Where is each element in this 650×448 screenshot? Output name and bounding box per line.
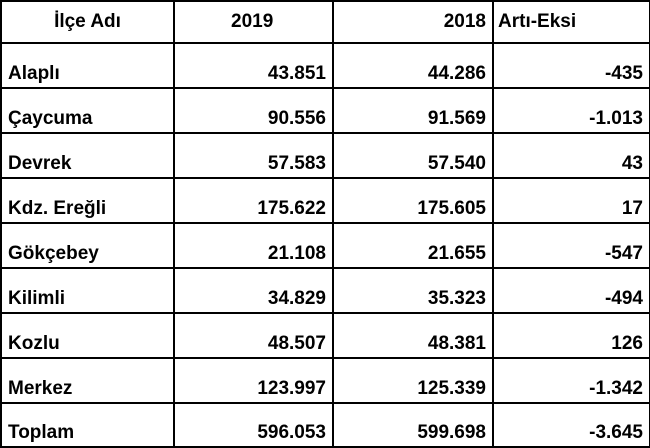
header-difference: Artı-Eksi <box>493 1 650 43</box>
table-row <box>1 268 650 313</box>
difference-cell: 43 <box>493 133 650 178</box>
total-difference-cell: -3.645 <box>493 403 650 447</box>
header-year-2019: 2019 <box>174 1 333 43</box>
difference-cell: -494 <box>493 268 650 313</box>
value-2019-cell: 90.556 <box>174 88 333 133</box>
value-2019-cell: 34.829 <box>174 268 333 313</box>
district-name-cell: Çaycuma <box>1 88 174 133</box>
district-name-cell: Kozlu <box>1 313 174 358</box>
value-2019-cell: 123.997 <box>174 358 333 403</box>
district-name-cell: Alaplı <box>1 43 174 88</box>
value-2018-cell: 35.323 <box>333 268 493 313</box>
difference-cell: -547 <box>493 223 650 268</box>
value-2018-cell: 175.605 <box>333 178 493 223</box>
value-2019-cell: 43.851 <box>174 43 333 88</box>
table-row <box>1 88 650 133</box>
difference-cell: 126 <box>493 313 650 358</box>
district-name-cell: Gökçebey <box>1 223 174 268</box>
difference-cell: -435 <box>493 43 650 88</box>
table-row <box>1 133 650 178</box>
district-name-cell: Devrek <box>1 133 174 178</box>
value-2018-cell: 91.569 <box>333 88 493 133</box>
value-2019-cell: 21.108 <box>174 223 333 268</box>
table-row <box>1 178 650 223</box>
value-2018-cell: 44.286 <box>333 43 493 88</box>
district-name-cell: Kdz. Ereğli <box>1 178 174 223</box>
value-2018-cell: 125.339 <box>333 358 493 403</box>
value-2018-cell: 57.540 <box>333 133 493 178</box>
table-row <box>1 313 650 358</box>
table-row <box>1 43 650 88</box>
table-row <box>1 223 650 268</box>
value-2018-cell: 48.381 <box>333 313 493 358</box>
total-row <box>1 403 650 447</box>
header-district-name: İlçe Adı <box>1 1 174 43</box>
total-2019-cell: 596.053 <box>174 403 333 447</box>
difference-cell: 17 <box>493 178 650 223</box>
difference-cell: -1.013 <box>493 88 650 133</box>
value-2019-cell: 57.583 <box>174 133 333 178</box>
district-name-cell: Merkez <box>1 358 174 403</box>
table-row <box>1 358 650 403</box>
value-2019-cell: 48.507 <box>174 313 333 358</box>
total-label-cell: Toplam <box>1 403 174 447</box>
value-2018-cell: 21.655 <box>333 223 493 268</box>
difference-cell: -1.342 <box>493 358 650 403</box>
value-2019-cell: 175.622 <box>174 178 333 223</box>
header-year-2018: 2018 <box>333 1 493 43</box>
district-name-cell: Kilimli <box>1 268 174 313</box>
header-row <box>1 1 650 43</box>
total-2018-cell: 599.698 <box>333 403 493 447</box>
